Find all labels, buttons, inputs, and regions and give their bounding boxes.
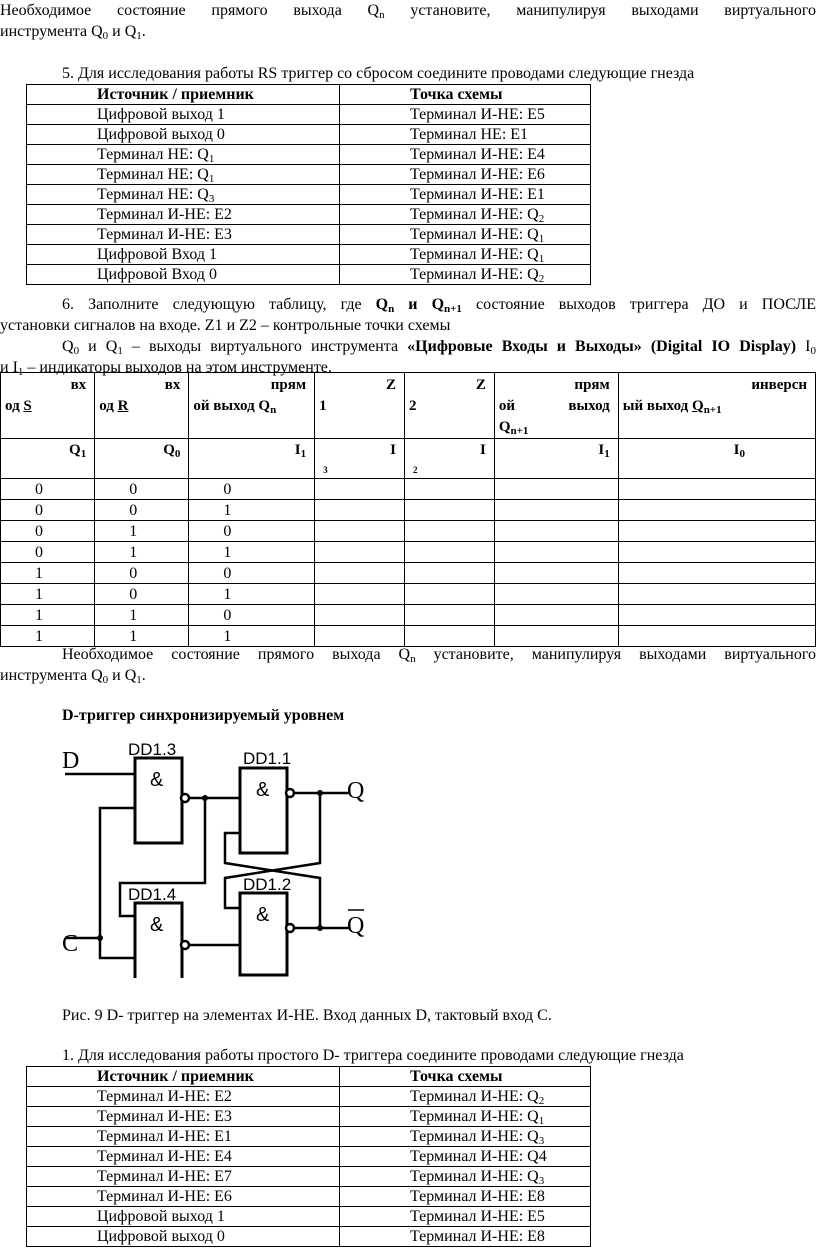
truth-table-value: 1 (1, 626, 95, 647)
inverter-bubble (286, 789, 294, 797)
truth-table-subheader: $I_0$ (618, 439, 815, 479)
header-top-text: Z (475, 377, 486, 393)
truth-table-header (404, 373, 494, 439)
section-title (62, 705, 816, 726)
truth-table-empty-cell (315, 542, 405, 563)
truth-table-value: 0 (95, 584, 189, 605)
label-dd11: DD1.1 (243, 749, 292, 768)
step6-number: 6. (62, 296, 74, 313)
top-paragraph-line1 (0, 0, 816, 21)
truth-table-subheader: $Q_0$ (95, 439, 189, 479)
target-cell: Терминал И-НЕ: E4 (340, 145, 591, 165)
truth-table-empty-cell (404, 584, 494, 605)
label-and-dd14: & (150, 914, 164, 936)
truth-table-value: 1 (95, 542, 189, 563)
truth-table-value: 0 (95, 563, 189, 584)
table-row (27, 225, 591, 245)
target-cell: Терминал И-НЕ: Q4 (340, 1147, 591, 1167)
source-cell: Терминал И-НЕ: E1 (27, 1127, 340, 1147)
inverter-bubble (181, 794, 189, 802)
top-paragraph-line2 (0, 21, 816, 42)
source-cell: Цифровой Вход 1 (27, 245, 340, 265)
table-row (27, 1147, 591, 1167)
step6-text2: состояние выходов триггера ДО и ПОСЛЕ (476, 296, 816, 313)
truth-table-value: 0 (189, 479, 315, 500)
header-top-text: вх (70, 377, 87, 393)
truth-table-header (315, 373, 405, 439)
table-row (27, 1107, 591, 1127)
top-paragraph-text2: инструмента $Q_0$ и $Q_1$. (0, 23, 146, 42)
step6-text3: установки сигналов на входе. Z1 и Z2 – контрольные точки схемы (0, 317, 451, 334)
label-input-c: C (62, 931, 79, 957)
table-header: Источник / приемник (27, 1067, 340, 1087)
target-cell: Терминал И-НЕ: $Q_3$ (340, 1127, 591, 1147)
table-header: Точка схемы (340, 85, 591, 105)
truth-table-empty-cell (315, 563, 405, 584)
source-cell: Цифровой Вход 0 (27, 265, 340, 285)
truth-table-row (1, 605, 816, 626)
truth-table-value: 0 (1, 542, 95, 563)
source-cell: Цифровой выход 0 (27, 1227, 340, 1247)
truth-table-empty-cell (315, 605, 405, 626)
truth-table-value: 0 (189, 605, 315, 626)
truth-table-row (1, 500, 816, 521)
rs-wiring-table (26, 84, 591, 285)
truth-table-row (1, 542, 816, 563)
source-cell: Терминал И-НЕ: E6 (27, 1187, 340, 1207)
source-cell: Терминал И-НЕ: E3 (27, 1107, 340, 1127)
table-header: Точка схемы (340, 1067, 591, 1087)
inverter-bubble (286, 924, 294, 932)
truth-table-header (618, 373, 815, 439)
target-cell: Терминал И-НЕ: E8 (340, 1187, 591, 1207)
table-row (27, 1207, 591, 1227)
truth-table-value: 1 (1, 584, 95, 605)
table-row (27, 105, 591, 125)
target-cell: Терминал И-НЕ: $Q_1$ (340, 245, 591, 265)
label-and-dd13: & (150, 769, 164, 791)
target-cell: Терминал И-НЕ: $Q_2$ (340, 1087, 591, 1107)
step6-line2 (0, 315, 816, 336)
label-dd12: DD1.2 (243, 875, 292, 894)
step1-heading-text: 1. Для исследования работы простого D- триггера соедините проводами следующие гнезда (62, 1047, 684, 1064)
truth-table-value: 0 (95, 479, 189, 500)
mid-paragraph-text: Необходимое состояние прямого выхода $Q_n$ установите, манипулируя выходами виртуального (62, 646, 816, 665)
step6-text4: $Q_0$ и $Q_1$ – выходы виртуального инструмента (62, 338, 399, 357)
source-cell: Терминал НЕ: $Q_3$ (27, 185, 340, 205)
label-and-dd11: & (256, 779, 270, 801)
target-cell: Терминал И-НЕ: E5 (340, 105, 591, 125)
header-bottom-text: од S (5, 398, 32, 414)
truth-table-empty-cell (494, 500, 618, 521)
mid-paragraph-text2: инструмента $Q_0$ и $Q_1$. (0, 667, 146, 686)
truth-table-row (1, 521, 816, 542)
step6-line3 (62, 336, 816, 357)
truth-table-empty-cell (618, 584, 815, 605)
truth-table (0, 372, 816, 647)
truth-table-subheader: $Q_1$ (1, 439, 95, 479)
truth-table-empty-cell (494, 542, 618, 563)
truth-table-empty-cell (618, 605, 815, 626)
table-header: Источник / приемник (27, 85, 340, 105)
table-row (27, 1167, 591, 1187)
truth-table-empty-cell (494, 521, 618, 542)
header-top-text: Z (385, 377, 396, 393)
truth-table-empty-cell (618, 500, 815, 521)
mid-paragraph-line1 (62, 644, 816, 665)
truth-table-empty-cell (404, 500, 494, 521)
header-bottom-text: ый выход $Q_{n+1}$ (622, 398, 722, 416)
table-row (27, 265, 591, 285)
junction-dot (202, 795, 208, 801)
label-input-d: D (62, 748, 80, 774)
label-output-q: Q (347, 778, 365, 804)
truth-table-subheader: I 2 (404, 439, 494, 479)
truth-table-value: 0 (95, 500, 189, 521)
target-cell: Терминал И-НЕ: E1 (340, 185, 591, 205)
target-cell: Терминал И-НЕ: $Q_2$ (340, 205, 591, 225)
step6-line1 (62, 294, 816, 315)
table-row (27, 125, 591, 145)
step6-text5: $I_0$ (805, 338, 816, 357)
truth-table-header (1, 373, 95, 439)
header-bottom-text: од R (99, 398, 129, 414)
target-cell: Терминал И-НЕ: E6 (340, 165, 591, 185)
mid-paragraph-line2 (0, 665, 816, 686)
target-cell: Терминал НЕ: E1 (340, 125, 591, 145)
header-mid-text: ой выход (498, 398, 610, 414)
header-top-text: вх (164, 377, 181, 393)
source-cell: Цифровой выход 1 (27, 1207, 340, 1227)
source-cell: Терминал НЕ: $Q_1$ (27, 165, 340, 185)
truth-table-subheader: I 3 (315, 439, 405, 479)
source-cell: Терминал И-НЕ: E2 (27, 205, 340, 225)
source-cell: Терминал И-НЕ: E4 (27, 1147, 340, 1167)
source-cell: Терминал И-НЕ: E2 (27, 1087, 340, 1107)
truth-table-value: 0 (1, 479, 95, 500)
truth-table-value: 1 (1, 563, 95, 584)
header-top-text: прям (574, 377, 610, 393)
d-trigger-circuit-diagram (60, 738, 380, 978)
truth-table-value: 1 (95, 605, 189, 626)
table-row (27, 1127, 591, 1147)
truth-table-value: 1 (189, 542, 315, 563)
truth-table-value: 0 (1, 500, 95, 521)
top-paragraph-text: Необходимое состояние прямого выхода $Q_n$ установите, манипулируя выходами виртуального (0, 2, 816, 21)
target-cell: Терминал И-НЕ: $Q_1$ (340, 225, 591, 245)
source-cell: Терминал НЕ: $Q_1$ (27, 145, 340, 165)
truth-table-header (95, 373, 189, 439)
junction-dot (317, 925, 323, 931)
truth-table-empty-cell (618, 521, 815, 542)
step6-text6: и $I_1$ – индикаторы выходов на этом инструменте. (0, 359, 332, 378)
section-title-text: D-триггер синхронизируемый уровнем (62, 707, 345, 724)
truth-table-row (1, 584, 816, 605)
step6-instrument-name: «Цифровые Входы и Выходы» (Digital IO Display) (407, 338, 797, 355)
step6-bold-vars: $Q_n$ и $Q_{n+1}$ (375, 296, 462, 315)
truth-table-value: 0 (189, 521, 315, 542)
table-header-row (27, 85, 591, 105)
truth-table-value: 1 (95, 626, 189, 647)
inverter-bubble (181, 941, 189, 949)
truth-table-empty-cell (315, 479, 405, 500)
step5-heading-text: 5. Для исследования работы RS триггер со сбросом соедините проводами следующие гнезда (62, 65, 695, 82)
table-row (27, 185, 591, 205)
header-bottom-text: 1 (319, 398, 327, 414)
step6-text: Заполните следующую таблицу, где (88, 296, 362, 313)
truth-table-value: 1 (189, 626, 315, 647)
truth-table-header-row (1, 373, 816, 439)
truth-table-empty-cell (404, 479, 494, 500)
truth-table-empty-cell (404, 521, 494, 542)
d-wiring-table (26, 1066, 591, 1247)
truth-table-empty-cell (494, 479, 618, 500)
truth-table-empty-cell (494, 605, 618, 626)
table-row (27, 1187, 591, 1207)
truth-table-value: 0 (189, 563, 315, 584)
source-cell: Цифровой выход 0 (27, 125, 340, 145)
truth-table-empty-cell (404, 542, 494, 563)
target-cell: Терминал И-НЕ: $Q_2$ (340, 265, 591, 285)
target-cell: Терминал И-НЕ: E8 (340, 1227, 591, 1247)
figure-caption (62, 1005, 816, 1026)
source-cell: Терминал И-НЕ: E3 (27, 225, 340, 245)
wire-c-up (100, 808, 135, 938)
header-top-text: прям (270, 377, 307, 393)
label-dd14: DD1.4 (128, 885, 177, 904)
table-row (27, 205, 591, 225)
table-row (27, 1227, 591, 1247)
truth-table-subheader: $I_1$ (494, 439, 618, 479)
truth-table-empty-cell (404, 605, 494, 626)
truth-table-value: 1 (189, 500, 315, 521)
truth-table-empty-cell (315, 521, 405, 542)
figure-caption-text: Рис. 9 D- триггер на элементах И-НЕ. Вход данных D, тактовый вход C. (62, 1007, 552, 1024)
truth-table-value: 0 (1, 521, 95, 542)
junction-dot (97, 935, 103, 941)
table-row (27, 1087, 591, 1107)
table-row (27, 165, 591, 185)
truth-table-empty-cell (494, 563, 618, 584)
truth-table-row (1, 563, 816, 584)
step1-heading (62, 1045, 816, 1066)
source-cell: Терминал И-НЕ: E7 (27, 1167, 340, 1187)
truth-table-empty-cell (315, 584, 405, 605)
step5-heading (62, 63, 816, 84)
target-cell: Терминал И-НЕ: $Q_3$ (340, 1167, 591, 1187)
table-header-row (27, 1067, 591, 1087)
truth-table-empty-cell (315, 500, 405, 521)
header-bottom-text: $Q_{n+1}$ (498, 419, 529, 437)
truth-table-row (1, 479, 816, 500)
header-bottom-text: ой выход $Q_n$ (193, 398, 277, 416)
truth-table-empty-cell (404, 563, 494, 584)
source-cell: Цифровой выход 1 (27, 105, 340, 125)
truth-table-empty-cell (494, 584, 618, 605)
label-output-qbar: Q (347, 913, 365, 939)
target-cell: Терминал И-НЕ: $Q_1$ (340, 1107, 591, 1127)
target-cell: Терминал И-НЕ: E5 (340, 1207, 591, 1227)
table-row (27, 245, 591, 265)
truth-table-value: 1 (95, 521, 189, 542)
truth-table-subheader-row (1, 439, 816, 479)
truth-table-subheader: $I_1$ (189, 439, 315, 479)
truth-table-empty-cell (618, 479, 815, 500)
header-top-text: инверсн (751, 377, 807, 393)
label-and-dd12: & (256, 904, 270, 926)
truth-table-header (494, 373, 618, 439)
junction-dot (317, 790, 323, 796)
truth-table-header (189, 373, 315, 439)
truth-table-value: 1 (1, 605, 95, 626)
label-dd13: DD1.3 (128, 740, 177, 759)
header-bottom-text: 2 (408, 398, 417, 414)
truth-table-empty-cell (618, 563, 815, 584)
table-row (27, 145, 591, 165)
truth-table-empty-cell (618, 542, 815, 563)
truth-table-value: 1 (189, 584, 315, 605)
